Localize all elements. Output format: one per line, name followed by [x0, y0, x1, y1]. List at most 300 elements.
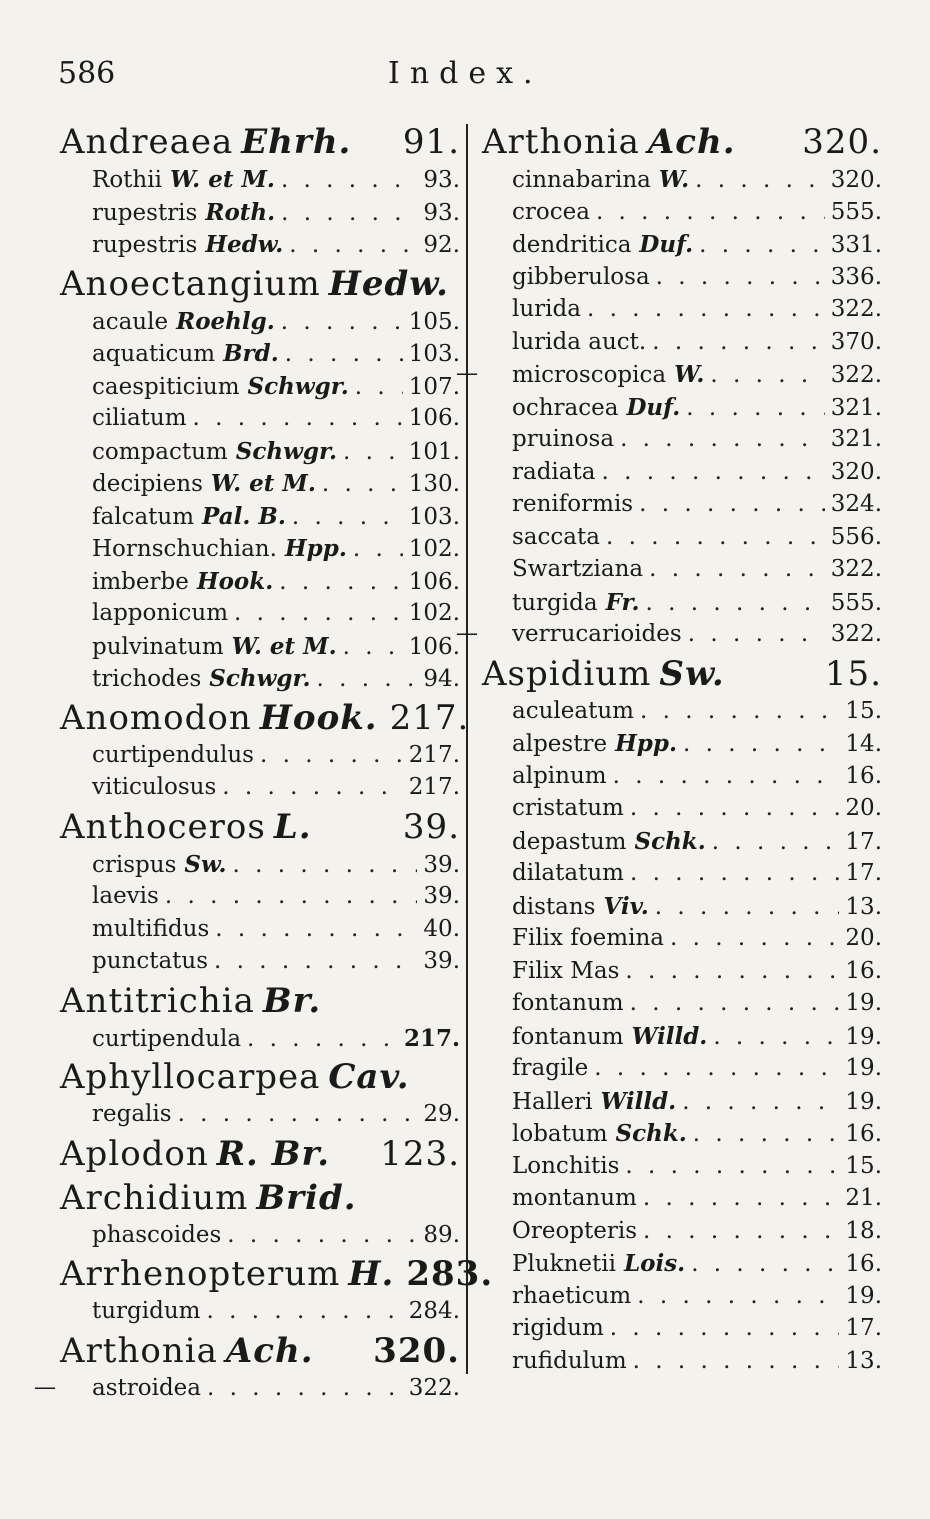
entry-name: Anomodon — [60, 697, 252, 738]
species-entry — [482, 199, 882, 232]
leader-dots — [222, 774, 403, 800]
column-divider — [466, 124, 468, 1374]
entry-name: Oreopteris — [512, 1217, 638, 1244]
page-ref: 20 . — [845, 925, 882, 951]
entry-author: Ach. — [647, 122, 736, 162]
species-entry — [482, 556, 882, 589]
entry-author: Hpp. — [615, 730, 677, 757]
page-ref: 324 . — [831, 491, 882, 517]
leader-dots — [193, 405, 403, 431]
leader-dots — [695, 167, 825, 193]
genus-entry — [60, 1254, 481, 1298]
entry-author: W. — [674, 361, 705, 388]
leader-dots — [279, 569, 403, 595]
species-entry — [482, 329, 882, 362]
page-ref: 103 . — [409, 341, 460, 367]
entry-name: verrucarioides — [512, 621, 682, 647]
species-entry — [60, 340, 460, 373]
species-entry — [482, 925, 882, 958]
species-entry — [482, 1088, 882, 1121]
page-ref: 17 . — [845, 829, 882, 855]
entry-name: Archidium — [60, 1177, 249, 1218]
entry-name: lurida — [512, 296, 581, 322]
species-entry — [60, 774, 460, 807]
leader-dots — [232, 852, 417, 878]
entry-name: alpestre — [512, 731, 608, 757]
species-entry — [60, 948, 460, 981]
leader-dots — [281, 200, 417, 226]
page-ref: 283 . — [406, 1254, 493, 1294]
page-ref: 91 . — [403, 122, 460, 162]
page-ref: 16 . — [845, 1251, 882, 1277]
leader-dots — [207, 1375, 403, 1401]
leader-dots — [289, 232, 417, 258]
leader-dots — [630, 990, 840, 1016]
entry-name: Anthoceros — [60, 806, 266, 847]
leader-dots — [693, 1121, 840, 1147]
entry-author: Brd. — [223, 340, 279, 367]
entry-name: saccata — [512, 523, 600, 550]
page-ref: 21 . — [845, 1185, 882, 1211]
leader-dots — [260, 742, 403, 768]
entry-author: Schk. — [634, 827, 706, 855]
page-ref: 320 . — [831, 167, 882, 193]
entry-author: Hedw. — [205, 231, 284, 258]
entry-name: ochracea — [512, 394, 619, 421]
species-entry — [482, 426, 882, 459]
page-ref: 103 . — [409, 504, 460, 530]
entry-name: lobatum — [512, 1121, 608, 1147]
entry-author: Br. — [262, 980, 322, 1021]
entry-author: Willd. — [631, 1022, 708, 1050]
species-entry — [482, 394, 882, 427]
species-entry — [482, 491, 882, 524]
entry-name: Hornschuchian. — [92, 536, 277, 562]
entry-name: dendritica — [512, 232, 632, 258]
entry-name: Aplodon — [60, 1133, 209, 1174]
entry-author: Brid. — [256, 1177, 357, 1218]
entry-name: curtipendula — [92, 1025, 242, 1052]
entry-name: depastum — [512, 828, 627, 855]
species-entry — [60, 1025, 460, 1058]
entry-name: Arthonia — [60, 1330, 218, 1371]
page-ref: 16 . — [845, 958, 882, 984]
species-entry — [60, 600, 460, 633]
page-ref: 89 . — [423, 1222, 460, 1248]
species-entry — [482, 730, 882, 763]
page-ref: 217 . — [409, 742, 460, 768]
margin-mark: — — [456, 361, 478, 386]
entry-name: Andreaea — [60, 122, 234, 162]
species-entry — [482, 589, 882, 622]
entry-author: Schwgr. — [247, 372, 349, 400]
page-ref: 93 . — [423, 167, 460, 193]
entry-name: fontanum — [512, 990, 624, 1016]
page-ref: 322 . — [831, 556, 882, 582]
leader-dots — [227, 1222, 417, 1248]
page-ref: 15 . — [845, 1153, 882, 1179]
entry-name: rupestris — [92, 232, 198, 258]
entry-author: Ach. — [225, 1330, 314, 1371]
leader-dots — [630, 795, 840, 821]
entry-name: imberbe — [92, 568, 189, 595]
leader-dots — [247, 1026, 398, 1052]
entry-name: laevis — [92, 883, 159, 909]
page-ref: 16 . — [845, 1121, 882, 1147]
species-entry — [60, 438, 460, 471]
leader-dots — [620, 426, 825, 452]
leader-dots — [656, 264, 825, 290]
leader-dots — [699, 232, 825, 258]
entry-author: Hpp. — [284, 535, 347, 562]
entry-name: turgida — [512, 589, 598, 616]
entry-name: caespiticium — [92, 373, 240, 400]
leader-dots — [686, 395, 825, 421]
page-ref: 322 . — [831, 362, 882, 388]
species-entry — [60, 742, 460, 775]
leader-dots — [353, 536, 403, 562]
page-ref: 331 . — [831, 232, 882, 258]
page-ref: 18 . — [845, 1218, 882, 1244]
page-ref: 370 . — [831, 329, 882, 355]
entry-author: Ehrh. — [241, 122, 352, 162]
entry-name: crispus — [92, 851, 177, 878]
species-entry — [456, 621, 882, 654]
page-ref: 555 . — [831, 199, 882, 225]
page-ref: 217 . — [409, 774, 460, 800]
entry-name: crocea — [512, 198, 590, 225]
leader-dots — [637, 1283, 839, 1309]
entry-name: fontanum — [512, 1023, 624, 1050]
page-ref: 320 . — [802, 122, 882, 162]
species-entry — [482, 1185, 882, 1218]
entry-name: multifidus — [92, 915, 210, 942]
entry-author: Roth. — [205, 198, 276, 226]
entry-author: Cav. — [328, 1057, 410, 1097]
species-entry — [482, 524, 882, 557]
entry-name: gibberulosa — [512, 263, 650, 290]
species-entry — [60, 231, 460, 264]
entry-author: W. et M. — [169, 166, 275, 193]
entry-author: L. — [273, 806, 312, 847]
leader-dots — [343, 439, 403, 465]
leader-dots — [688, 621, 825, 647]
genus-entry — [60, 807, 460, 851]
page-ref: 321 . — [831, 426, 882, 452]
entry-name: radiata — [512, 458, 596, 485]
page-ref: 15 . — [825, 654, 882, 694]
entry-name: regalis — [92, 1101, 172, 1127]
page-ref: 93 . — [423, 200, 460, 226]
genus-entry — [482, 122, 882, 166]
species-entry — [482, 698, 882, 731]
page-ref: 320 . — [831, 459, 882, 485]
species-entry — [482, 1218, 882, 1251]
page-ref: 14 . — [845, 731, 882, 757]
page-ref: 39 . — [423, 883, 460, 909]
entry-name: Aspidium — [482, 653, 652, 694]
entry-author: H. — [348, 1254, 395, 1294]
species-entry — [60, 503, 460, 536]
entry-name: lurida auct. — [512, 328, 647, 355]
leader-dots — [613, 763, 840, 789]
leader-dots — [596, 199, 825, 225]
entry-author: Duf. — [626, 393, 681, 421]
leader-dots — [713, 1024, 839, 1050]
page-ref: 40 . — [423, 916, 460, 942]
left-index-column — [34, 122, 481, 1407]
entry-author: Hook. — [259, 697, 378, 738]
species-entry — [482, 296, 882, 329]
species-entry — [60, 633, 460, 666]
leader-dots — [625, 1153, 839, 1179]
species-entry — [482, 1120, 882, 1153]
entry-name: astroidea — [92, 1374, 202, 1401]
page-ref: 130 . — [409, 471, 460, 497]
entry-name: rufidulum — [512, 1347, 627, 1374]
page-ref: 217 . — [404, 1025, 460, 1052]
page-ref: 19 . — [845, 1055, 882, 1081]
entry-author: Fr. — [605, 588, 640, 616]
entry-name: rupestris — [92, 199, 198, 226]
page-ref: 106 . — [409, 569, 460, 595]
entry-name: aculeatum — [512, 697, 634, 724]
entry-author: Schwgr. — [235, 437, 337, 465]
page-ref: 102 . — [409, 600, 460, 626]
page-ref: 322 . — [409, 1375, 460, 1401]
entry-author: Schk. — [615, 1120, 687, 1147]
species-entry — [60, 883, 460, 916]
page-ref: 106 . — [409, 634, 460, 660]
page-ref: 39 . — [403, 807, 460, 847]
genus-entry — [60, 264, 460, 308]
species-entry — [60, 1101, 460, 1134]
species-entry — [482, 1348, 882, 1381]
leader-dots — [355, 374, 403, 400]
entry-name: rigidum — [512, 1315, 604, 1341]
entry-name: montanum — [512, 1185, 637, 1211]
entry-name: rhaeticum — [512, 1282, 632, 1309]
page-ref: 19 . — [845, 1283, 882, 1309]
entry-name: Swartziana — [512, 556, 644, 582]
leader-dots — [643, 1185, 840, 1211]
entry-name: microscopica — [512, 362, 667, 388]
species-entry — [482, 231, 882, 264]
entry-name: decipiens — [92, 471, 203, 497]
entry-name: Arthonia — [482, 122, 640, 162]
leader-dots — [655, 894, 840, 920]
species-entry — [482, 166, 882, 199]
entry-name: reniformis — [512, 491, 634, 517]
leader-dots — [640, 698, 839, 724]
entry-name: aquaticum — [92, 341, 216, 367]
species-entry — [60, 470, 460, 503]
species-entry — [34, 1374, 460, 1408]
species-entry — [60, 373, 460, 406]
entry-name: Rothii — [92, 167, 162, 193]
page-ref: 105 . — [409, 309, 460, 335]
species-entry — [482, 1153, 882, 1186]
page-ref: 320 . — [373, 1331, 460, 1371]
species-entry — [482, 795, 882, 828]
page-ref: 20 . — [845, 795, 882, 821]
leader-dots — [234, 600, 403, 626]
leader-dots — [652, 329, 825, 355]
entry-author: Viv. — [603, 892, 649, 920]
right-index-column — [456, 122, 882, 1380]
genus-entry — [60, 122, 460, 166]
entry-name: acaule — [92, 308, 169, 335]
leader-dots — [646, 590, 825, 616]
species-entry — [60, 568, 460, 601]
page-ref: 102 . — [409, 536, 460, 562]
leader-dots — [625, 958, 839, 984]
species-entry — [482, 1283, 882, 1316]
leader-dots — [630, 860, 839, 886]
entry-name: Pluknetii — [512, 1251, 616, 1277]
species-entry — [482, 763, 882, 796]
leader-dots — [643, 1218, 839, 1244]
entry-name: cinnabarina — [512, 167, 651, 193]
leader-dots — [610, 1315, 840, 1341]
leader-dots — [285, 341, 403, 367]
species-entry — [482, 893, 882, 926]
page-ref: 322 . — [831, 621, 882, 647]
page-ref: 39 . — [423, 948, 460, 974]
page-ref: 284 . — [409, 1298, 460, 1324]
page-ref: 16 . — [845, 763, 882, 789]
entry-name: Filix foemina — [512, 925, 664, 951]
entry-author: W. et M. — [210, 470, 316, 497]
entry-name: trichodes — [92, 666, 202, 692]
entry-author: W. et M. — [231, 632, 337, 660]
page-title: Index. — [388, 56, 543, 91]
species-entry — [482, 958, 882, 991]
leader-dots — [206, 1298, 402, 1324]
entry-name: cristatum — [512, 795, 624, 821]
entry-author: Lois. — [623, 1250, 686, 1277]
page-ref: 13 . — [845, 894, 882, 920]
entry-name: Halleri — [512, 1088, 593, 1115]
genus-entry — [60, 981, 460, 1025]
entry-author: Schwgr. — [209, 665, 311, 692]
entry-author: Hedw. — [328, 263, 449, 304]
species-entry — [60, 1222, 460, 1255]
page-ref: 217 . — [390, 698, 470, 738]
leader-dots — [292, 504, 403, 530]
leader-dots — [633, 1348, 840, 1374]
entry-author: Sw. — [659, 653, 725, 694]
leader-dots — [601, 459, 824, 485]
page-ref: 107 . — [409, 374, 460, 400]
entry-name: alpinum — [512, 762, 607, 789]
species-entry — [60, 1298, 460, 1331]
species-entry — [482, 860, 882, 893]
entry-author: Willd. — [600, 1087, 677, 1115]
page-ref: 555 . — [831, 590, 882, 616]
species-entry — [482, 1023, 882, 1056]
entry-name: Arrhenopterum — [60, 1254, 341, 1294]
leader-dots — [587, 296, 825, 322]
leader-dots — [639, 491, 825, 517]
species-entry — [482, 1055, 882, 1088]
species-entry — [60, 535, 460, 568]
entry-name: lapponicum — [92, 600, 229, 626]
page-ref: 13 . — [845, 1348, 882, 1374]
leader-dots — [683, 731, 839, 757]
page-ref: 336 . — [831, 264, 882, 290]
page-ref: 106 . — [409, 405, 460, 431]
species-entry — [482, 1315, 882, 1348]
page-ref: 101 . — [409, 439, 460, 465]
page-ref: 123 . — [380, 1134, 460, 1174]
leader-dots — [178, 1101, 418, 1127]
page-ref: 19 . — [845, 1024, 882, 1050]
species-entry — [60, 665, 460, 698]
species-entry — [60, 166, 460, 199]
entry-name: dilatatum — [512, 860, 624, 886]
genus-entry — [60, 1057, 460, 1101]
leader-dots — [215, 916, 417, 942]
entry-name: compactum — [92, 438, 228, 465]
leader-dots — [317, 666, 418, 692]
leader-dots — [712, 829, 840, 855]
page-number: 586 — [58, 56, 116, 91]
genus-entry — [60, 1178, 460, 1222]
page-ref: 321 . — [831, 395, 882, 421]
species-entry — [60, 308, 460, 341]
entry-name: pulvinatum — [92, 633, 224, 660]
species-entry — [482, 828, 882, 861]
entry-author: W. — [658, 166, 690, 193]
page-ref: 322 . — [831, 296, 882, 322]
genus-entry — [60, 1331, 460, 1375]
page-ref: 39 . — [423, 852, 460, 878]
entry-name: turgidum — [92, 1298, 201, 1324]
leader-dots — [281, 167, 417, 193]
page-ref: 94 . — [423, 666, 460, 692]
page-ref: 19 . — [845, 1089, 882, 1115]
entry-author: Roehlg. — [176, 307, 275, 335]
page-ref: 17 . — [845, 860, 882, 886]
leader-dots — [682, 1089, 839, 1115]
entry-name: distans — [512, 893, 596, 920]
page-ref: 15 . — [845, 698, 882, 724]
species-entry — [456, 361, 882, 394]
entry-name: fragile — [512, 1055, 589, 1081]
page-ref: 17 . — [845, 1315, 882, 1341]
entry-author: Duf. — [639, 231, 694, 258]
entry-name: ciliatum — [92, 405, 187, 431]
entry-name: phascoides — [92, 1221, 222, 1248]
genus-entry — [60, 698, 460, 742]
species-entry — [482, 264, 882, 297]
leader-dots — [281, 309, 403, 335]
margin-mark: — — [456, 621, 478, 646]
entry-author: R. Br. — [216, 1133, 331, 1174]
leader-dots — [606, 524, 825, 550]
page-ref: 556 . — [831, 524, 882, 550]
entry-name: Antitrichia — [60, 980, 255, 1021]
page-ref: 92 . — [423, 232, 460, 258]
entry-author: Hook. — [196, 567, 274, 595]
page-ref: 29 . — [423, 1101, 460, 1127]
entry-name: Filix Mas — [512, 957, 620, 984]
species-entry — [60, 916, 460, 949]
leader-dots — [670, 925, 839, 951]
leader-dots — [343, 634, 403, 660]
leader-dots — [165, 883, 418, 909]
